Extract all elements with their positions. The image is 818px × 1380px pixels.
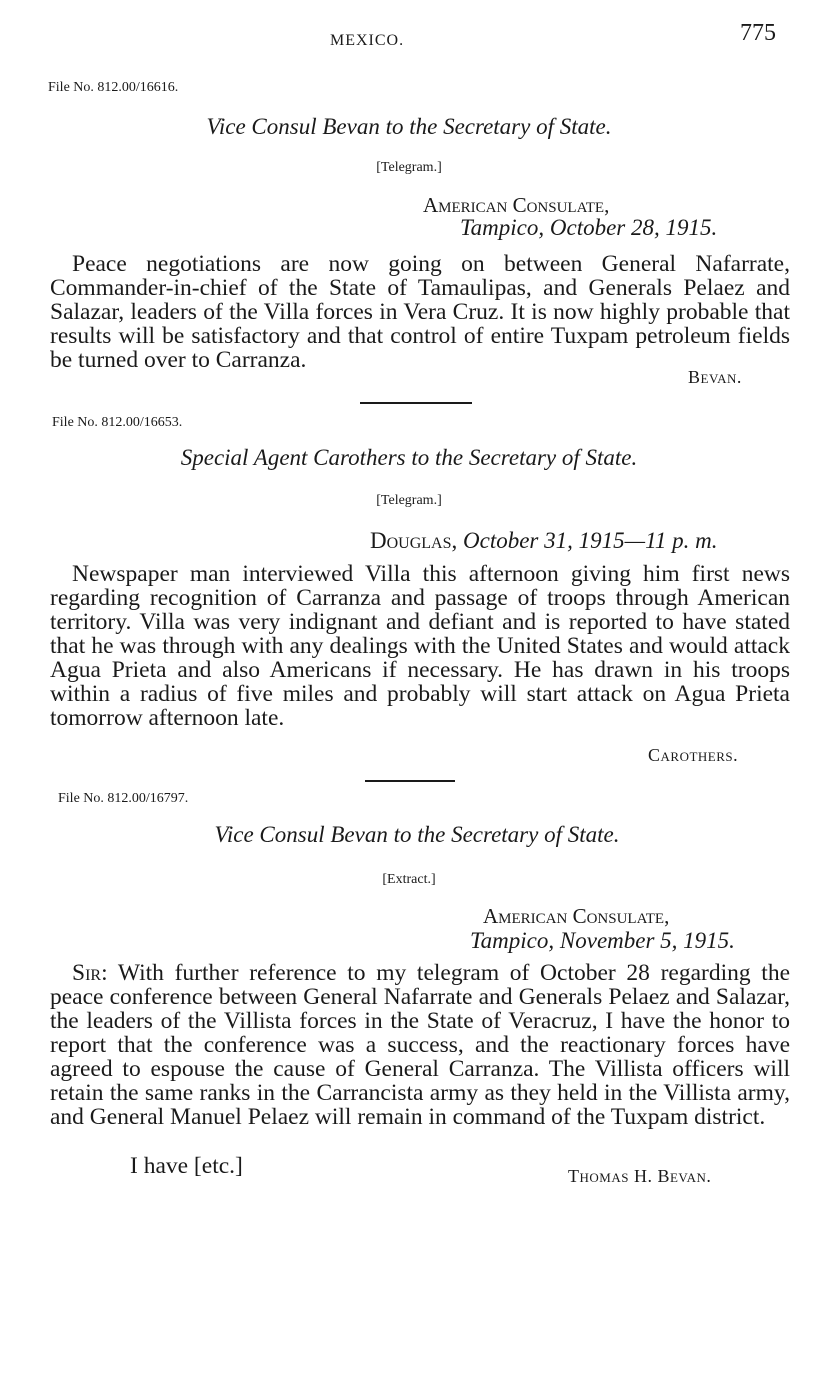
date-line [370,528,718,554]
file-number: File No. 812.00/16653. [52,415,183,430]
salutation: Sir: [72,960,108,986]
document-type: [Telegram.] [376,160,442,175]
signature: Bevan. [688,367,742,387]
date-line: Tampico, October 28, 1915. [460,215,718,240]
running-title: MEXICO. [330,32,405,49]
document-body [50,961,790,1153]
document-body: Newspaper man interviewed Villa this afternoon giving him first news regarding recognition of Carranza and passage of troops through American territory. Villa was very indignant and defiant and is reported to have stated that he was through with any dealings with the United States and would attack Agua Prieta and also Americans if necessary. He has drawn in his troops within a radius of five miles and probably will start attack on Agua Prieta tomorrow afternoon late. [50,561,790,731]
file-number: File No. 812.00/16616. [48,80,179,95]
date-time: October 31, 1915—11 p. m. [463,528,718,553]
section-divider [365,780,455,782]
document-title: Special Agent Carothers to the Secretary of State. [180,445,638,470]
date-line: Tampico, November 5, 1915. [470,928,735,953]
document-type: [Extract.] [382,872,436,887]
signature: Carothers. [648,745,739,765]
closing: I have [etc.] [130,1153,243,1179]
document-type: [Telegram.] [376,493,442,508]
document-title: Vice Consul Bevan to the Secretary of State. [214,822,620,847]
place-line: American Consulate, [483,904,670,928]
place-line: American Consulate, [423,193,610,217]
place-name: Douglas, [370,528,458,553]
file-number: File No. 812.00/16797. [58,791,189,806]
signature: Thomas H. Bevan. [568,1166,712,1186]
running-head [0,20,818,58]
document-body: Peace negotiations are now going on between General Nafarrate, Commander-in-chief of the State of Tamaulipas, and Generals Pelaez and Salazar, leaders of the Villa forces in Vera Cruz. It is now highly probable that results will be satisfactory and that control of entire Tuxpam petroleum fields be turned over to Carranza. [50,251,790,373]
body-text: With further reference to my telegram of October 28 regarding the peace conference between General Nafarrate and Generals Pelaez and Salazar, the leaders of the Villista forces in the State of Veracruz, I have the honor to report that the conference was a success, and the reactionary forces have agreed to espouse the cause of General Carranza. The Villista officers will retain the same ranks in the Carrancista army as they held in the Villista army, and General Manuel Pelaez will remain in command of the Tuxpam district. [50,960,791,1130]
page-number: 775 [740,20,776,46]
document-title: Vice Consul Bevan to the Secretary of State. [206,114,612,139]
section-divider [360,402,472,404]
